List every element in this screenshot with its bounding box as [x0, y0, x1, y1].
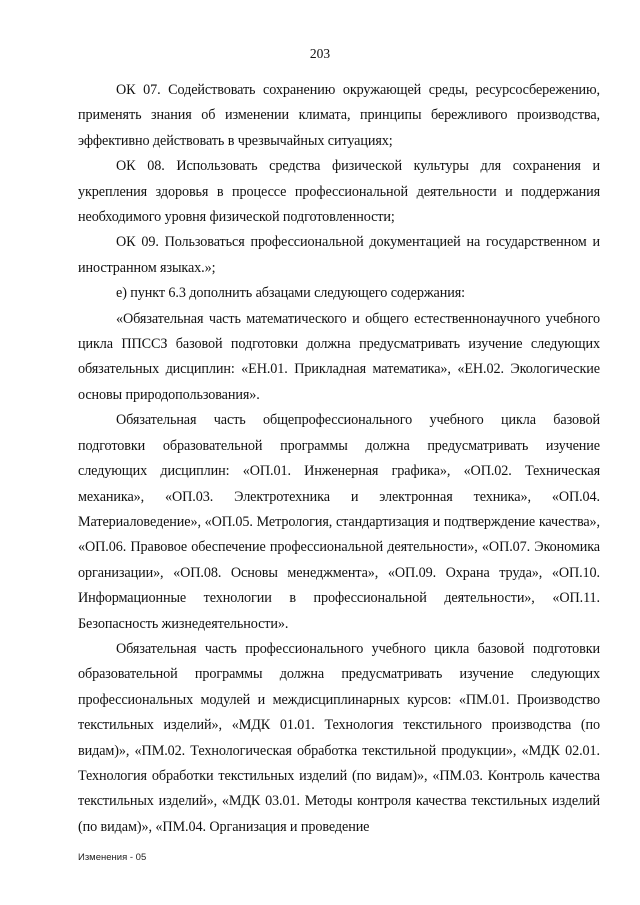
- page-number: 203: [309, 46, 331, 61]
- paragraph-ok07: ОК 07. Содействовать сохранению окружающей среды, ресурсосбережению, применять знания об изменении климата, принципы бережливого производства, эффективно действовать в чрезвычайных ситуациях;: [78, 82, 600, 149]
- document-body: [78, 78, 600, 840]
- footer-revision-note: Изменения - 05: [78, 852, 147, 863]
- paragraph-ok08: ОК 08. Использовать средства физической культуры для сохранения и укрепления здоровья в процессе профессиональной деятельности и поддержания необходимого уровня физической подготовленности;: [78, 158, 600, 226]
- paragraph-professional-cycle: Обязательная часть профессионального учебного цикла базовой подготовки образовательной программы должна предусматривать изучение следующих профессиональных модулей и междисциплинарных курсов: «ПМ.01. Производство текстильных изделий», «МДК 01.01. Технология текстильного производства (по видам)», «ПМ.02. Технологическая обработка текстильной продукции», «МДК 02.01. Технология обработки текстильных изделий (по видам)», «ПМ.03. Контроль качества текстильных изделий», «МДК 03.01. Методы контроля качества текстильных изделий (по видам)», «ПМ.04. Организация и проведение: [78, 640, 600, 835]
- paragraph-general-professional-cycle: Обязательная часть общепрофессионального учебного цикла базовой подготовки образовательной программы должна предусматривать изучение следующих дисциплин: «ОП.01. Инженерная графика», «ОП.02. Техническая механика», «ОП.03. Электротехника и электронная техника», «ОП.04. Материаловедение», «ОП.05. Метрология, стандартизация и подтверждение качества», «ОП.06. Правовое обеспечение профессиональной деятельности», «ОП.07. Экономика организации», «ОП.08. Основы менеджмента», «ОП.09. Охрана труда», «ОП.10. Информационные технологии в профессиональной деятельности», «ОП.11. Безопасность жизнедеятельности».: [78, 412, 600, 632]
- paragraph-clause-e: е) пункт 6.3 дополнить абзацами следующего содержания:: [116, 285, 465, 302]
- paragraph-ok09: ОК 09. Пользоваться профессиональной документацией на государственном и иностранном языках.»;: [78, 234, 600, 276]
- paragraph-natural-science-cycle: «Обязательная часть математического и общего естественнонаучного учебного цикла ППССЗ базовой подготовки должна предусматривать изучение следующих обязательных дисциплин: «ЕН.01. Прикладная математика», «ЕН.02. Экологические основы природопользования».: [78, 310, 600, 403]
